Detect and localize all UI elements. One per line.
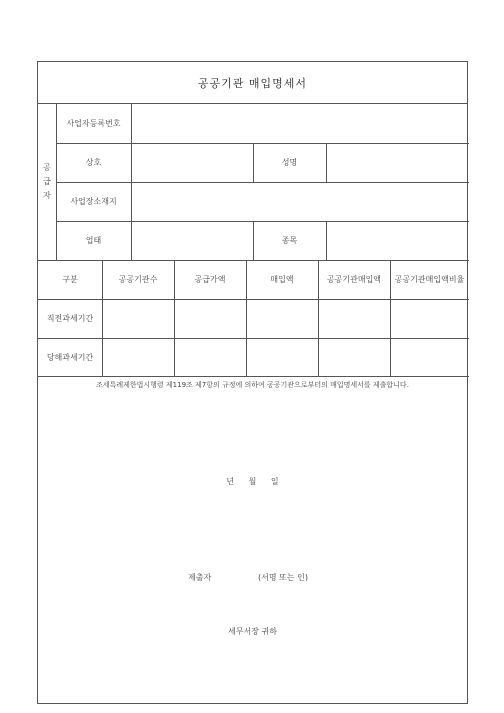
table-cell[interactable] [103, 338, 174, 376]
table-cell[interactable] [175, 299, 246, 338]
business-type-label: 업태 [85, 236, 102, 245]
table-cell[interactable] [247, 338, 318, 376]
business-type-field[interactable] [132, 221, 253, 260]
table-cell[interactable] [319, 299, 390, 338]
table-bottom-line [38, 376, 469, 377]
supplier-label-char-3: 자 [43, 191, 51, 200]
purchase-statement-form [37, 61, 468, 704]
table-row-label-current: 당해과세기간 [46, 352, 94, 362]
submission-statement: 조세특례제한법시행령 제119조 제7항의 규정에 의하여 공공기관으로부터의 매입명세서를 제출합니다. [96, 381, 409, 389]
table-cell[interactable] [319, 338, 390, 376]
table-cell[interactable] [247, 299, 318, 338]
date-line: 년 월 일 [226, 477, 279, 486]
name-field[interactable] [327, 143, 469, 182]
table-header-category: 구분 [62, 275, 78, 284]
table-cell[interactable] [391, 299, 469, 338]
business-reg-no-label: 사업자등록번호 [66, 119, 121, 128]
business-item-label: 종목 [281, 236, 298, 245]
address-label: 사업장소재지 [70, 197, 117, 206]
table-cell[interactable] [391, 338, 469, 376]
form-title: 공공기관 매입명세서 [38, 62, 467, 104]
table-cell[interactable] [103, 299, 174, 338]
supplier-label-char-1: 공 [43, 163, 51, 172]
table-row-label-previous: 직전과세기간 [46, 314, 94, 323]
trade-name-label: 상호 [85, 158, 102, 167]
table-header-agency-count: 공공기관수 [118, 275, 158, 284]
table-header-agency-purchase: 공공기관매입액 [326, 275, 382, 284]
submitter-label: 제출자 [188, 573, 212, 582]
table-header-purchase-amount: 매입액 [270, 275, 294, 284]
address-field[interactable] [132, 182, 469, 221]
supplier-section-label [38, 104, 56, 260]
business-reg-no-field[interactable] [132, 104, 469, 143]
table-cell[interactable] [175, 338, 246, 376]
table-header-supply-value: 공급가액 [194, 275, 226, 284]
name-label: 성명 [281, 158, 298, 167]
table-header-agency-purchase-ratio: 공공기관매입액비율 [394, 275, 465, 284]
trade-name-field[interactable] [132, 143, 253, 182]
business-item-field[interactable] [327, 221, 469, 260]
recipient-line: 세무서장 귀하 [228, 627, 277, 636]
supplier-label-char-2: 급 [43, 177, 51, 186]
signature-hint: (서명 또는 인) [258, 573, 308, 582]
